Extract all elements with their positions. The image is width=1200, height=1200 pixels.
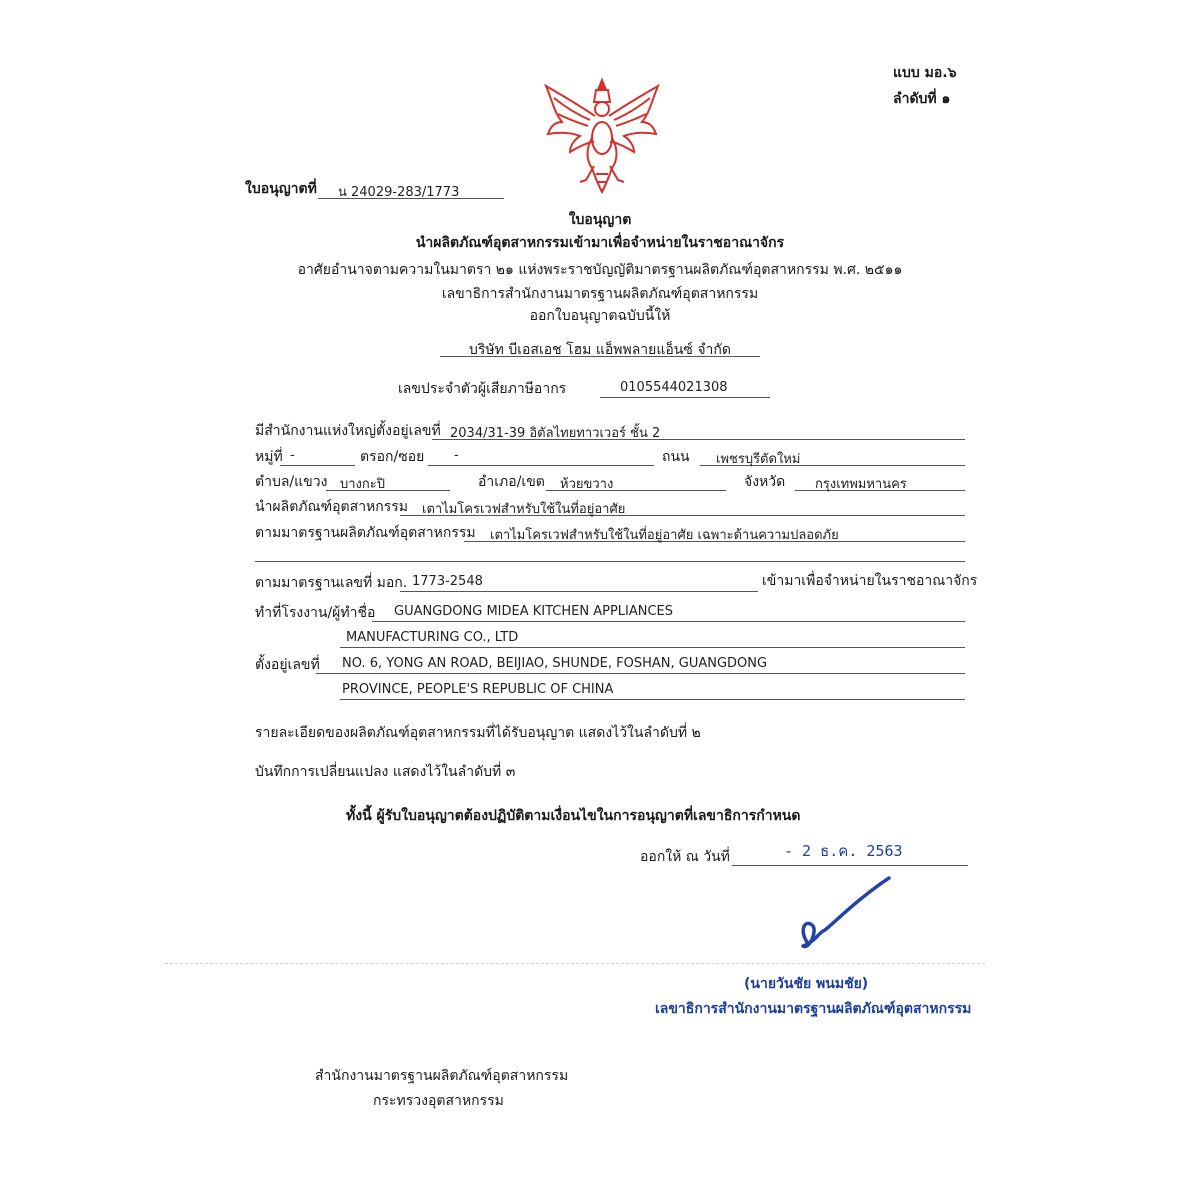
form-sequence: ลำดับที่ ๑ [893, 91, 951, 107]
std-no-label: ตามมาตรฐานเลขที่ มอก. [255, 575, 408, 591]
doc-subtitle: นำผลิตภัณฑ์อุตสาหกรรมเข้ามาเพื่อจำหน่ายในราชอาณาจักร [415, 235, 785, 251]
moo-value: - [290, 448, 295, 463]
province-field [795, 472, 965, 491]
amphoe-label: อำเภอ/เขต [478, 474, 545, 490]
footer-ministry: กระทรวงอุตสาหกรรม [373, 1093, 504, 1109]
office-label: มีสำนักงานแห่งใหญ่ตั้งอยู่เลขที่ [255, 423, 441, 439]
product-field [400, 497, 965, 516]
province-value: กรุงเทพมหานคร [815, 477, 907, 492]
std-no-field [400, 573, 758, 592]
tambon-value: บางกะปิ [340, 477, 386, 492]
details-note: รายละเอียดของผลิตภัณฑ์อุตสาหกรรมที่ได้รับอนุญาต แสดงไว้ในลำดับที่ ๒ [255, 725, 701, 741]
signature-scribble-icon [785, 870, 905, 960]
license-no-value: น 24029-283/1773 [338, 185, 460, 200]
tax-id-label: เลขประจำตัวผู้เสียภาษีอากร [398, 381, 567, 397]
product-label: นำผลิตภัณฑ์อุตสาหกรรม [255, 499, 409, 515]
standard-label: ตามมาตรฐานผลิตภัณฑ์อุตสาหกรรม [255, 525, 476, 541]
factory-addr-field-line2 [340, 681, 965, 700]
road-field [700, 447, 965, 466]
license-no-field [318, 180, 504, 199]
factory-addr-label: ตั้งอยู่เลขที่ [255, 657, 320, 673]
issued-date: - 2 ธ.ค. 2563 [784, 842, 903, 860]
std-no-value: 1773-2548 [412, 574, 483, 589]
maker-field-line1 [372, 603, 965, 622]
tambon-label: ตำบล/แขวง [255, 474, 328, 490]
maker-field-line2 [340, 629, 965, 648]
signatory-name: (นายวันชัย พนมชัย) [744, 976, 869, 992]
doc-title: ใบอนุญาต [568, 212, 632, 228]
std-no-suffix: เข้ามาเพื่อจำหน่ายในราชอาณาจักร [762, 573, 978, 589]
office-field [432, 421, 965, 440]
footer-office: สำนักงานมาตรฐานผลิตภัณฑ์อุตสาหกรรม [315, 1068, 569, 1084]
moo-label: หมู่ที่ [255, 449, 283, 465]
amphoe-value: ห้วยขวาง [560, 477, 614, 492]
issuer-line: เลขาธิการสำนักงานมาตรฐานผลิตภัณฑ์อุตสาหกรรม [441, 286, 759, 302]
province-label: จังหวัด [744, 474, 786, 490]
maker-line2: MANUFACTURING CO., LTD [346, 630, 519, 645]
road-value: เพชรบุรีตัดใหม่ [716, 452, 801, 467]
authority-line: อาศัยอำนาจตามความในมาตรา ๒๑ แห่งพระราชบัญญัติมาตรฐานผลิตภัณฑ์อุตสาหกรรม พ.ศ. ๒๕๑๑ [297, 262, 903, 278]
tax-id-field [600, 379, 770, 398]
road-label: ถนน [662, 449, 690, 465]
standard-continuation-line [255, 543, 965, 562]
changes-note: บันทึกการเปลี่ยนแปลง แสดงไว้ในลำดับที่ ๓ [255, 764, 516, 780]
soi-value: - [454, 448, 459, 463]
maker-line1: GUANGDONG MIDEA KITCHEN APPLIANCES [394, 604, 674, 619]
maker-label: ทำที่โรงงาน/ผู้ทำชื่อ [255, 605, 376, 621]
soi-field [428, 447, 654, 466]
standard-value: เตาไมโครเวฟสำหรับใช้ในที่อยู่อาศัย เฉพาะด้านความปลอดภัย [490, 528, 839, 543]
amphoe-field [546, 472, 726, 491]
product-value: เตาไมโครเวฟสำหรับใช้ในที่อยู่อาศัย [422, 502, 626, 517]
factory-addr-line1: NO. 6, YONG AN ROAD, BEIJIAO, SHUNDE, FOSHAN, GUANGDONG [342, 656, 768, 671]
standard-field [464, 523, 965, 542]
issue-line: ออกใบอนุญาตฉบับนี้ให้ [529, 308, 671, 324]
issued-field [732, 842, 968, 866]
license-no-label: ใบอนุญาตที่ [245, 181, 317, 197]
soi-label: ตรอก/ซอย [360, 449, 425, 465]
company-field [440, 338, 760, 357]
signatory-title: เลขาธิการสำนักงานมาตรฐานผลิตภัณฑ์อุตสาหกรรม [655, 1001, 972, 1017]
page-separator [165, 963, 985, 964]
issued-label: ออกให้ ณ วันที่ [640, 849, 730, 865]
factory-addr-line2: PROVINCE, PEOPLE'S REPUBLIC OF CHINA [342, 682, 614, 697]
company-name: บริษัท บีเอสเอช โฮม แอ็พพลายแอ็นซ์ จำกัด [469, 342, 731, 358]
moo-field [280, 447, 355, 466]
garuda-emblem-icon [540, 76, 665, 196]
tambon-field [326, 472, 450, 491]
form-code: แบบ มอ.๖ [893, 65, 957, 81]
office-value: 2034/31-39 อิตัลไทยทาวเวอร์ ชั้น 2 [450, 426, 661, 441]
factory-addr-field-line1 [316, 655, 965, 674]
tax-id-value: 0105544021308 [620, 380, 728, 395]
conditions-note: ทั้งนี้ ผู้รับใบอนุญาตต้องปฏิบัติตามเงื่อนไขในการอนุญาตที่เลขาธิการกำหนด [346, 808, 801, 824]
